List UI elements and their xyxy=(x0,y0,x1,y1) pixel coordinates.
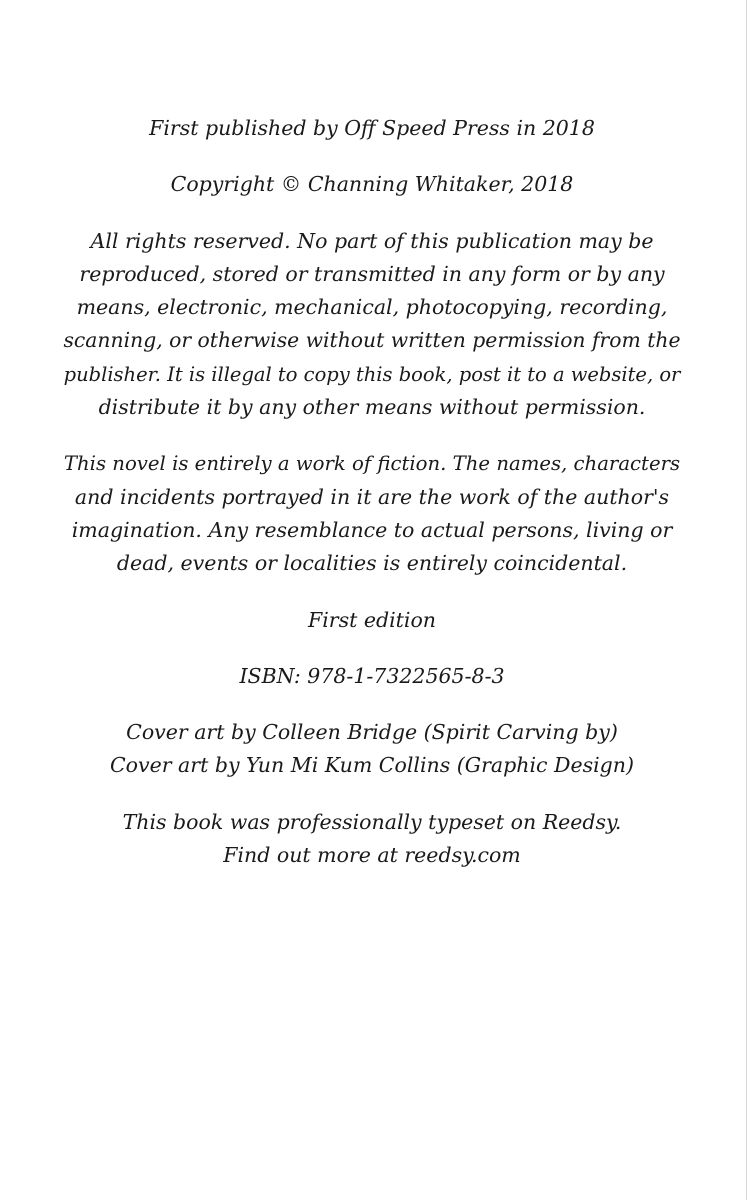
first-published-text: First published by Off Speed Press in 2018 xyxy=(149,116,595,140)
rights-line: distribute it by any other means without permission. xyxy=(98,395,646,420)
cover-credit-line: Cover art by Colleen Bridge (Spirit Carving by) xyxy=(126,720,618,745)
typeset-line: Find out more at reedsy.com xyxy=(223,843,521,868)
first-published-line xyxy=(62,112,682,145)
copyright-text: Copyright © Channing Whitaker, 2018 xyxy=(170,172,574,197)
copyright-page-content xyxy=(62,112,682,895)
rights-line: All rights reserved. No part of this publication may be xyxy=(90,228,654,253)
rights-line: reproduced, stored or transmitted in any form or by any xyxy=(79,261,665,286)
fiction-disclaimer-paragraph xyxy=(62,447,682,580)
isbn-line xyxy=(62,660,682,693)
fiction-line: This novel is entirely a work of fiction. The names, characters xyxy=(63,452,681,476)
fiction-line: imagination. Any resemblance to actual persons, living or xyxy=(71,517,673,542)
rights-line: means, electronic, mechanical, photocopying, recording, xyxy=(76,295,668,320)
fiction-line: dead, events or localities is entirely coincidental. xyxy=(116,551,628,576)
rights-reserved-paragraph xyxy=(62,225,682,425)
cover-credits xyxy=(62,716,682,783)
rights-line: publisher. It is illegal to copy this book, post it to a website, or xyxy=(63,362,681,386)
isbn-text: ISBN: 978-1-7322565-8-3 xyxy=(239,663,505,688)
rights-line: scanning, or otherwise without written permission from the xyxy=(63,328,681,353)
edition-text: First edition xyxy=(307,607,436,632)
edition-line xyxy=(62,604,682,637)
typeset-note xyxy=(62,806,682,873)
cover-credit-line: Cover art by Yun Mi Kum Collins (Graphic Design) xyxy=(110,753,634,778)
typeset-line: This book was professionally typeset on Reedsy. xyxy=(122,809,622,834)
fiction-line: and incidents portrayed in it are the work of the author's xyxy=(74,484,670,509)
copyright-notice xyxy=(62,168,682,201)
